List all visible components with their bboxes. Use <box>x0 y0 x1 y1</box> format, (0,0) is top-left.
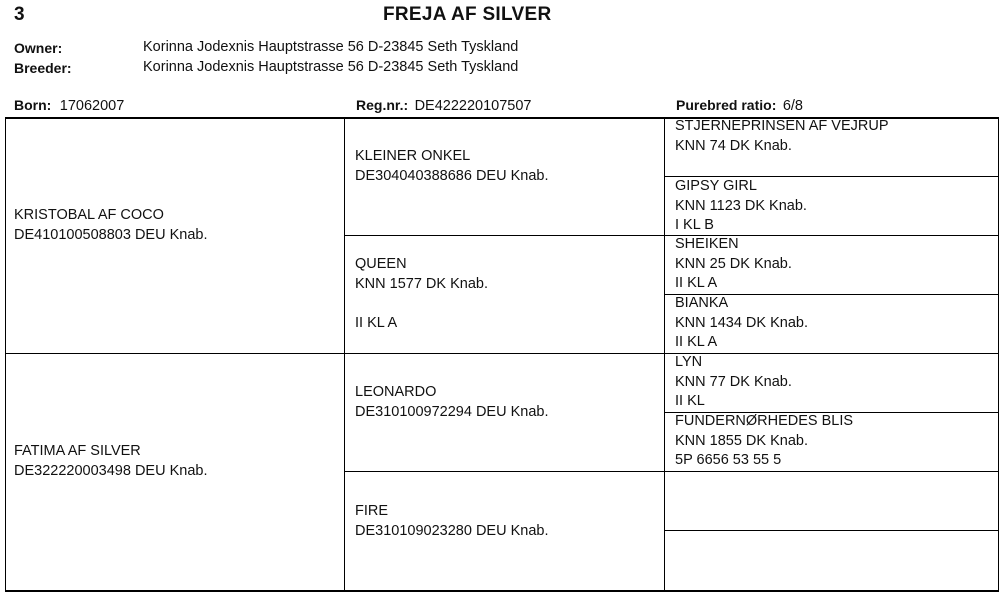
grandparent-reg: DE310100972294 DEU Knab. <box>355 403 549 420</box>
great-grandparent-cell-4 <box>675 294 808 353</box>
great-grandparent-extra: II KL A <box>675 334 718 350</box>
great-grandparent-name: BIANKA <box>675 295 729 311</box>
col-divider-2 <box>664 117 665 592</box>
great-grandparent-name: LYN <box>675 354 703 370</box>
col3-split-7 <box>664 530 999 531</box>
col2-split-2 <box>344 353 665 354</box>
col1-split <box>5 353 345 354</box>
great-grandparent-extra: 5P 6656 53 55 5 <box>675 452 782 468</box>
border-right <box>998 117 999 592</box>
purebred-label: Purebred ratio: <box>676 97 777 113</box>
great-grandparent-name: GIPSY GIRL <box>675 178 757 194</box>
grandparent-extra: II KL A <box>355 314 398 331</box>
grandparent-cell-ss <box>355 147 548 186</box>
born-value: 17062007 <box>59 98 125 114</box>
regnr-value: DE422220107507 <box>414 98 532 114</box>
grandparent-reg: DE304040388686 DEU Knab. <box>355 167 549 184</box>
great-grandparent-name: SHEIKEN <box>675 236 739 252</box>
great-grandparent-cell-6 <box>675 412 853 471</box>
purebred-field <box>676 97 803 115</box>
breeder-value: Korinna Jodexnis Hauptstrasse 56 D-23845 Seth Tyskland <box>143 59 519 75</box>
great-grandparent-extra: II KL <box>675 393 705 409</box>
grandparent-name: FIRE <box>355 503 389 519</box>
owner-value: Korinna Jodexnis Hauptstrasse 56 D-23845 Seth Tyskland <box>143 39 519 55</box>
col3-split-6 <box>664 471 999 472</box>
great-grandparent-cell-1 <box>675 117 889 156</box>
great-grandparent-reg: KNN 1434 DK Knab. <box>675 314 808 331</box>
great-grandparent-cell-5 <box>675 353 792 412</box>
grandparent-cell-sd <box>355 255 488 333</box>
owner-label: Owner: <box>14 40 63 56</box>
great-grandparent-reg: KNN 1855 DK Knab. <box>675 432 808 449</box>
great-grandparent-reg: KNN 1123 DK Knab. <box>675 197 807 214</box>
born-label: Born: <box>14 97 52 113</box>
dam-reg: DE322220003498 DEU Knab. <box>14 462 208 479</box>
dam-cell <box>14 442 207 481</box>
great-grandparent-name: STJERNEPRINSEN AF VEJRUP <box>675 118 889 134</box>
purebred-value: 6/8 <box>782 98 803 114</box>
col-divider-1 <box>344 117 345 592</box>
sire-reg: DE410100508803 DEU Knab. <box>14 226 208 243</box>
born-field <box>14 97 124 115</box>
grandparent-reg: KNN 1577 DK Knab. <box>355 275 488 292</box>
col2-split-1 <box>344 235 665 236</box>
great-grandparent-reg: KNN 25 DK Knab. <box>675 255 792 272</box>
great-grandparent-cell-2 <box>675 177 807 236</box>
regnr-field <box>356 97 532 115</box>
great-grandparent-reg: KNN 74 DK Knab. <box>675 137 792 154</box>
document-number: 3 <box>14 4 25 25</box>
great-grandparent-extra: I KL B <box>675 217 714 233</box>
breeder-label: Breeder: <box>14 60 72 76</box>
border-left <box>5 117 6 592</box>
pedigree-table <box>5 117 999 592</box>
great-grandparent-name: FUNDERNØRHEDES BLIS <box>675 413 854 429</box>
grandparent-cell-ds <box>355 383 548 422</box>
grandparent-name: KLEINER ONKEL <box>355 148 471 164</box>
grandparent-cell-dd <box>355 502 548 541</box>
border-bottom <box>5 590 999 592</box>
regnr-label: Reg.nr.: <box>356 97 409 113</box>
grandparent-reg: DE310109023280 DEU Knab. <box>355 522 549 539</box>
great-grandparent-extra: II KL A <box>675 275 718 291</box>
document-title: FREJA AF SILVER <box>383 4 552 25</box>
great-grandparent-cell-3 <box>675 235 792 294</box>
grandparent-name: QUEEN <box>355 256 407 272</box>
sire-cell <box>14 206 207 245</box>
grandparent-name: LEONARDO <box>355 384 437 400</box>
col2-split-3 <box>344 471 665 472</box>
dam-name: FATIMA AF SILVER <box>14 443 141 459</box>
great-grandparent-reg: KNN 77 DK Knab. <box>675 373 792 390</box>
sire-name: KRISTOBAL AF COCO <box>14 207 164 223</box>
